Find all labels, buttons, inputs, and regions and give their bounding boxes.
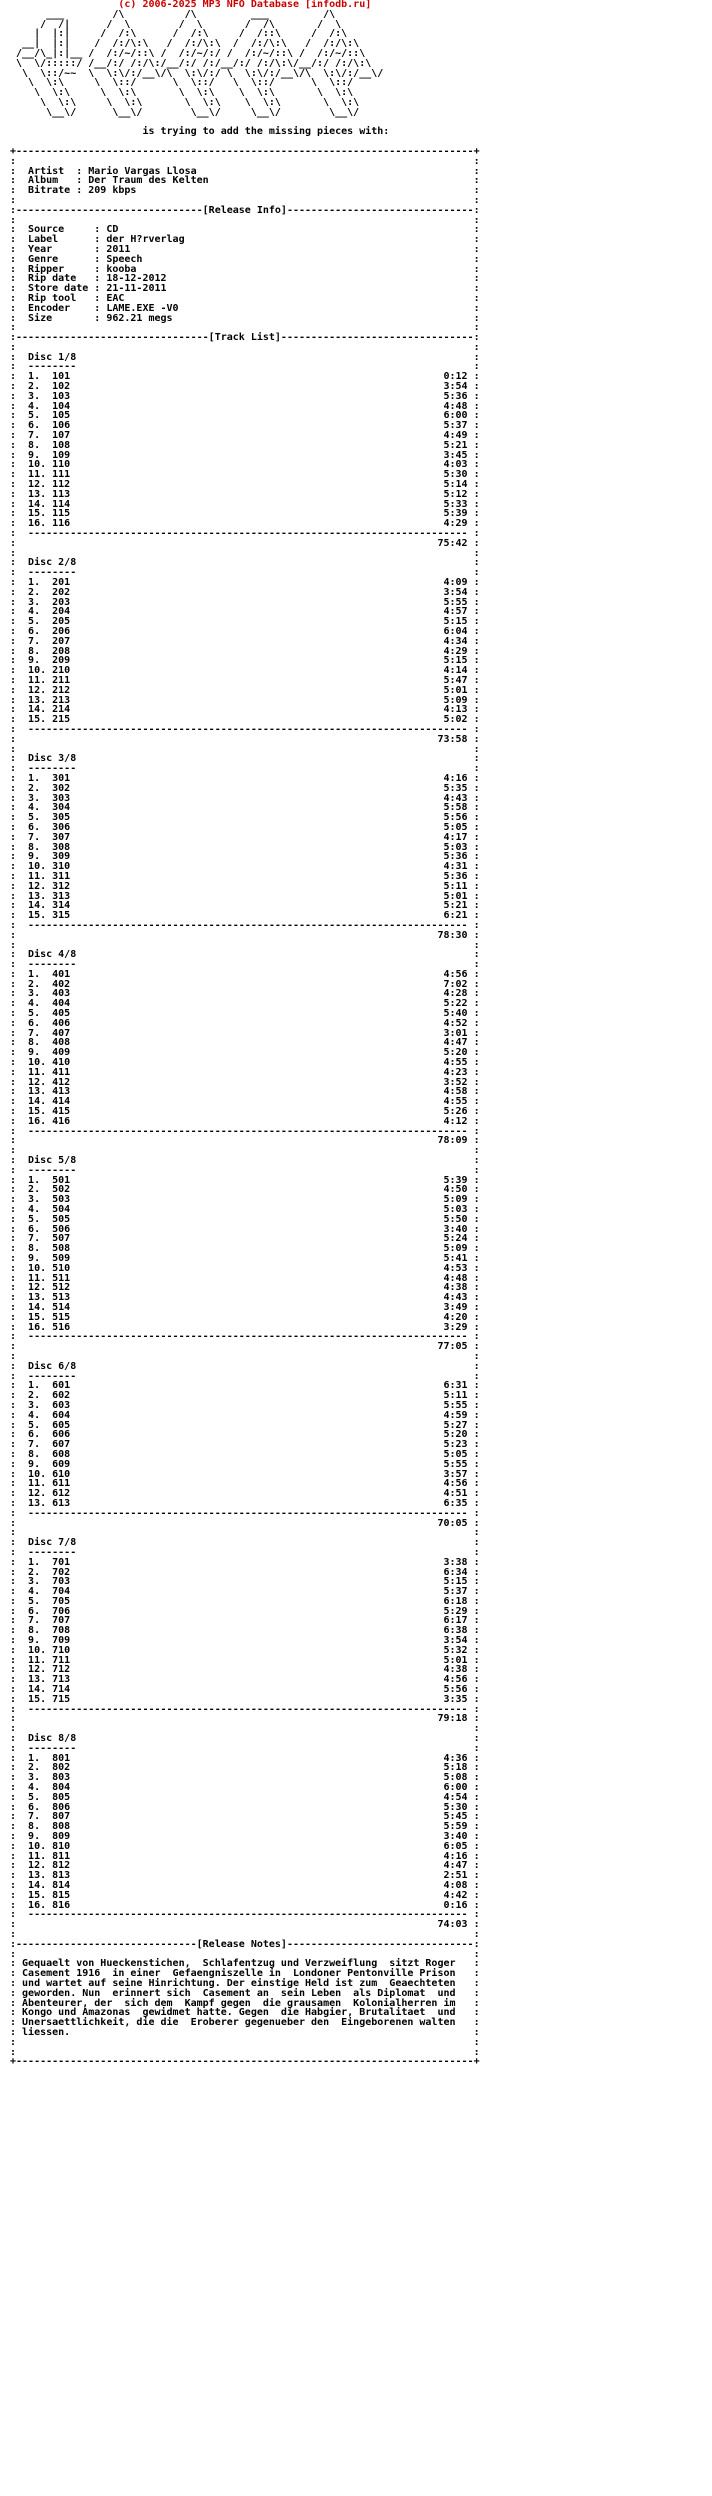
- track-row: : 4. 504 5:03 :: [10, 1204, 480, 1216]
- disc-underline: : -------- :: [10, 1742, 480, 1754]
- track-row: : 16. 516 3:29 :: [10, 1321, 480, 1333]
- track-row: : 12. 412 3:52 :: [10, 1076, 480, 1088]
- disc-total: : 77:05 :: [10, 1341, 480, 1353]
- track-row: : 8. 808 5:59 :: [10, 1821, 480, 1833]
- disc-title: : Disc 1/8 :: [10, 351, 480, 363]
- track-row: : 15. 115 5:39 :: [10, 508, 480, 520]
- track-row: : 5. 505 5:50 :: [10, 1213, 480, 1225]
- nfo-line: : :: [10, 1723, 480, 1735]
- ascii-logo-line: | |:| / /:\ / /:\ / /::\ / /:\: [10, 28, 348, 40]
- disc-title: : Disc 3/8 :: [10, 753, 480, 765]
- disc-underline: : -------- :: [10, 959, 480, 971]
- track-row: : 3. 703 5:15 :: [10, 1576, 480, 1588]
- track-row: : 7. 407 3:01 :: [10, 1027, 480, 1039]
- track-row: : 15. 515 4:20 :: [10, 1311, 480, 1323]
- track-row: : 4. 204 4:57 :: [10, 606, 480, 618]
- track-row: : 14. 714 5:56 :: [10, 1684, 480, 1696]
- track-row: : 4. 104 4:48 :: [10, 400, 480, 412]
- nfo-line: : :: [10, 194, 480, 206]
- ascii-logo-line: ___ /\ /\ ___ /\: [10, 8, 336, 20]
- release-notes-line: : Abenteurer, der sich dem Kampf gegen die grausamen Kolonialherren im :: [10, 1997, 480, 2009]
- disc-total-separator: : ------------------------------------------------------------------------- :: [10, 919, 480, 931]
- disc-total: : 75:42 :: [10, 537, 480, 549]
- disc-total: : 74:03 :: [10, 1919, 480, 1931]
- disc-underline: : -------- :: [10, 1164, 480, 1176]
- track-row: : 2. 702 6:34 :: [10, 1566, 480, 1578]
- track-row: : 2. 402 7:02 :: [10, 978, 480, 990]
- track-row: : 12. 312 5:11 :: [10, 880, 480, 892]
- track-row: : 15. 215 5:02 :: [10, 714, 480, 726]
- track-row: : 2. 202 3:54 :: [10, 586, 480, 598]
- top-border: +----------------------------------------------------------------------------+: [10, 145, 480, 157]
- release-info-line: : Label : der H?rverlag :: [10, 234, 480, 246]
- track-row: : 9. 609 5:55 :: [10, 1458, 480, 1470]
- track-row: : 9. 809 3:40 :: [10, 1831, 480, 1843]
- track-row: : 10. 410 4:55 :: [10, 1057, 480, 1069]
- disc-total-separator: : ------------------------------------------------------------------------- :: [10, 528, 480, 540]
- disc-total: : 79:18 :: [10, 1713, 480, 1725]
- disc-total: : 78:09 :: [10, 1135, 480, 1147]
- track-row: : 15. 815 4:42 :: [10, 1889, 480, 1901]
- track-row: : 6. 606 5:20 :: [10, 1429, 480, 1441]
- track-row: : 7. 807 5:45 :: [10, 1811, 480, 1823]
- release-info-line: : Year : 2011 :: [10, 243, 480, 255]
- track-row: : 9. 109 3:45 :: [10, 449, 480, 461]
- track-row: : 13. 613 6:35 :: [10, 1497, 480, 1509]
- track-row: : 10. 310 4:31 :: [10, 861, 480, 873]
- track-row: : 4. 704 5:37 :: [10, 1586, 480, 1598]
- ascii-logo-line: __| |:| / /:/\:\ / /:/\:\ / /:/\:\ / /:/\:\: [10, 38, 360, 50]
- track-row: : 6. 406 4:52 :: [10, 1017, 480, 1029]
- track-row: : 2. 602 5:11 :: [10, 1390, 480, 1402]
- track-row: : 7. 507 5:24 :: [10, 1233, 480, 1245]
- track-row: : 14. 414 4:55 :: [10, 1096, 480, 1108]
- disc-underline: : -------- :: [10, 567, 480, 579]
- track-row: : 13. 413 4:58 :: [10, 1086, 480, 1098]
- track-row: : 8. 508 5:09 :: [10, 1243, 480, 1255]
- ascii-logo-line: \ \/:::::/ /__/:/ /:/\:/__/:/ /:/__/:/ /:/\:\/__/:/ /:/\:\: [10, 57, 372, 69]
- nfo-line: : :: [10, 1145, 480, 1157]
- disc-total-separator: : ------------------------------------------------------------------------- :: [10, 1909, 480, 1921]
- disc-total-separator: : ------------------------------------------------------------------------- :: [10, 1331, 480, 1343]
- track-row: : 11. 211 5:47 :: [10, 674, 480, 686]
- track-row: : 1. 201 4:09 :: [10, 577, 480, 589]
- nfo-line: : :: [10, 155, 480, 167]
- track-row: : 5. 605 5:27 :: [10, 1419, 480, 1431]
- track-row: : 5. 305 5:56 :: [10, 812, 480, 824]
- track-row: : 8. 108 5:21 :: [10, 439, 480, 451]
- track-row: : 13. 313 5:01 :: [10, 890, 480, 902]
- track-row: : 8. 608 5:05 :: [10, 1448, 480, 1460]
- nfo-line: : :: [10, 1350, 480, 1362]
- track-row: : 1. 401 4:56 :: [10, 968, 480, 980]
- track-row: : 12. 212 5:01 :: [10, 684, 480, 696]
- release-info-line: : Source : CD :: [10, 224, 480, 236]
- release-notes-line: : Unersaettlichkeit, die die Eroberer gegenueber den Eingeborenen walten :: [10, 2017, 480, 2029]
- tagline: is trying to add the missing pieces with:: [10, 126, 390, 138]
- track-row: : 4. 304 5:58 :: [10, 802, 480, 814]
- artist-line: : Artist : Mario Vargas Llosa :: [10, 165, 480, 177]
- track-row: : 3. 103 5:36 :: [10, 390, 480, 402]
- track-row: : 5. 105 6:00 :: [10, 410, 480, 422]
- track-row: : 3. 403 4:28 :: [10, 988, 480, 1000]
- track-row: : 8. 208 4:29 :: [10, 645, 480, 657]
- track-row: : 7. 307 4:17 :: [10, 831, 480, 843]
- nfo-line: : :: [10, 341, 480, 353]
- disc-underline: : -------- :: [10, 361, 480, 373]
- track-row: : 8. 408 4:47 :: [10, 1037, 480, 1049]
- section-header: :-------------------------------[Release Info]-------------------------------:: [10, 204, 480, 216]
- disc-total: : 70:05 :: [10, 1517, 480, 1529]
- ascii-logo-line: \__\/ \__\/ \__\/ \__\/ \__\/: [10, 106, 360, 118]
- track-row: : 16. 816 0:16 :: [10, 1899, 480, 1911]
- track-row: : 1. 801 4:36 :: [10, 1752, 480, 1764]
- track-row: : 1. 601 6:31 :: [10, 1380, 480, 1392]
- bitrate-line: : Bitrate : 209 kbps :: [10, 185, 480, 197]
- nfo-line: : :: [10, 1948, 480, 1960]
- track-row: : 11. 511 4:48 :: [10, 1272, 480, 1284]
- track-row: : 14. 114 5:33 :: [10, 498, 480, 510]
- track-row: : 16. 416 4:12 :: [10, 1115, 480, 1127]
- disc-title: : Disc 7/8 :: [10, 1537, 480, 1549]
- track-row: : 2. 302 5:35 :: [10, 782, 480, 794]
- section-header: :------------------------------[Release Notes]-------------------------------:: [10, 1938, 480, 1950]
- disc-underline: : -------- :: [10, 1370, 480, 1382]
- track-row: : 7. 207 4:34 :: [10, 635, 480, 647]
- disc-total: : 73:58 :: [10, 733, 480, 745]
- album-line: : Album : Der Traum des Kelten :: [10, 175, 480, 187]
- release-info-line: : Encoder : LAME.EXE -V0 :: [10, 302, 480, 314]
- track-row: : 10. 810 6:05 :: [10, 1840, 480, 1852]
- track-row: : 6. 106 5:37 :: [10, 420, 480, 432]
- track-row: : 12. 712 4:38 :: [10, 1664, 480, 1676]
- track-row: : 4. 804 6:00 :: [10, 1782, 480, 1794]
- track-row: : 12. 812 4:47 :: [10, 1860, 480, 1872]
- track-row: : 15. 715 3:35 :: [10, 1693, 480, 1705]
- release-notes-line: : Casement 1916 in einer Gefaengniszelle in Londoner Pentonville Prison :: [10, 1968, 480, 1980]
- track-row: : 12. 612 4:51 :: [10, 1488, 480, 1500]
- track-row: : 13. 713 4:56 :: [10, 1674, 480, 1686]
- nfo-line: : :: [10, 547, 480, 559]
- track-row: : 5. 705 6:18 :: [10, 1595, 480, 1607]
- track-row: : 16. 116 4:29 :: [10, 518, 480, 530]
- ascii-logo-line: \ \::/~~ \ \:\/:/__\/\ \:\/:/ \ \:\/:/__\/\ \:\/:/__\/: [10, 67, 384, 79]
- track-row: : 3. 203 5:55 :: [10, 596, 480, 608]
- track-row: : 11. 311 5:36 :: [10, 870, 480, 882]
- track-row: : 2. 802 5:18 :: [10, 1762, 480, 1774]
- disc-underline: : -------- :: [10, 763, 480, 775]
- track-row: : 1. 701 3:38 :: [10, 1556, 480, 1568]
- track-row: : 9. 509 5:41 :: [10, 1253, 480, 1264]
- nfo-line: : :: [10, 939, 480, 951]
- track-row: : 7. 607 5:23 :: [10, 1439, 480, 1451]
- track-row: : 2. 502 4:50 :: [10, 1184, 480, 1196]
- disc-total-separator: : ------------------------------------------------------------------------- :: [10, 1125, 480, 1137]
- nfo-line: : :: [10, 2036, 480, 2048]
- track-row: : 14. 514 3:49 :: [10, 1301, 480, 1313]
- track-row: : 6. 206 6:04 :: [10, 626, 480, 637]
- nfo-line: : :: [10, 1928, 480, 1940]
- track-row: : 4. 404 5:22 :: [10, 998, 480, 1010]
- ascii-logo-line: \ \:\ \ \:\ \ \:\ \ \:\ \ \:\: [10, 96, 360, 108]
- track-row: : 10. 510 4:53 :: [10, 1262, 480, 1274]
- track-row: : 12. 112 5:14 :: [10, 479, 480, 491]
- track-row: : 11. 811 4:16 :: [10, 1850, 480, 1862]
- nfo-line: : :: [10, 1527, 480, 1539]
- track-row: : 3. 603 5:55 :: [10, 1399, 480, 1411]
- ascii-logo-line: / /| / \ / \ / /\ / \: [10, 18, 342, 30]
- nfo-line: : :: [10, 2046, 480, 2058]
- track-row: : 14. 314 5:21 :: [10, 900, 480, 912]
- track-row: : 1. 301 4:16 :: [10, 772, 480, 784]
- disc-underline: : -------- :: [10, 1546, 480, 1558]
- track-row: : 15. 415 5:26 :: [10, 1106, 480, 1118]
- release-notes-line: : liessen. :: [10, 2026, 480, 2038]
- track-row: : 11. 411 4:23 :: [10, 1066, 480, 1078]
- disc-title: : Disc 4/8 :: [10, 949, 480, 961]
- track-row: : 5. 205 5:15 :: [10, 616, 480, 628]
- section-header: :--------------------------------[Track List]--------------------------------:: [10, 332, 480, 344]
- track-row: : 10. 210 4:14 :: [10, 665, 480, 677]
- disc-total-separator: : ------------------------------------------------------------------------- :: [10, 1507, 480, 1519]
- track-row: : 2. 102 3:54 :: [10, 381, 480, 393]
- nfo-line: : :: [10, 214, 480, 226]
- track-row: : 6. 706 5:29 :: [10, 1605, 480, 1617]
- disc-total: : 78:30 :: [10, 929, 480, 941]
- release-info-line: : Size : 962.21 megs :: [10, 312, 480, 324]
- release-notes-line: : und wartet auf seine Hinrichtung. Der einstige Held ist zum Geaechteten :: [10, 1977, 480, 1989]
- disc-title: : Disc 2/8 :: [10, 557, 480, 569]
- nfo-line: : :: [10, 743, 480, 755]
- disc-total-separator: : ------------------------------------------------------------------------- :: [10, 723, 480, 735]
- track-row: : 13. 213 5:09 :: [10, 694, 480, 706]
- track-row: : 5. 805 4:54 :: [10, 1791, 480, 1803]
- disc-title: : Disc 6/8 :: [10, 1360, 480, 1372]
- release-notes-line: : Kongo und Amazonas gewidmet hatte. Gegen die Habgier, Brutalitaet und :: [10, 2007, 480, 2019]
- release-info-line: : Rip tool : EAC :: [10, 292, 480, 304]
- track-row: : 12. 512 4:38 :: [10, 1282, 480, 1294]
- track-row: : 13. 813 2:51 :: [10, 1870, 480, 1882]
- track-row: : 9. 209 5:15 :: [10, 655, 480, 667]
- track-row: : 15. 315 6:21 :: [10, 910, 480, 922]
- track-row: : 9. 409 5:20 :: [10, 1047, 480, 1059]
- bottom-border: +----------------------------------------------------------------------------+: [10, 2056, 480, 2068]
- release-info-line: : Rip date : 18-12-2012 :: [10, 273, 480, 285]
- track-row: : 7. 107 4:49 :: [10, 430, 480, 442]
- track-row: : 14. 214 4:13 :: [10, 704, 480, 716]
- ascii-logo-line: \ \:\ \ \::/ \ \::/ \ \::/ \ \::/: [10, 77, 354, 89]
- track-row: : 8. 708 6:38 :: [10, 1625, 480, 1637]
- track-row: : 3. 303 4:43 :: [10, 792, 480, 804]
- track-row: : 8. 308 5:03 :: [10, 841, 480, 853]
- ascii-logo-line: \ \:\ \ \:\ \ \:\ \ \:\ \ \:\: [10, 87, 354, 99]
- track-row: : 10. 110 4:03 :: [10, 459, 480, 471]
- track-row: : 10. 610 3:57 :: [10, 1468, 480, 1480]
- disc-total-separator: : ------------------------------------------------------------------------- :: [10, 1703, 480, 1715]
- release-info-line: : Ripper : kooba :: [10, 263, 480, 275]
- track-row: : 6. 806 5:30 :: [10, 1801, 480, 1813]
- track-row: : 6. 306 5:05 :: [10, 821, 480, 833]
- database-header: (c) 2006-2025 MP3 NFO Database [infodb.ru]: [10, 0, 372, 10]
- track-row: : 6. 506 3:40 :: [10, 1223, 480, 1235]
- release-notes-line: : geworden. Nun erinnert sich Casement an sein Leben als Diplomat und :: [10, 1987, 480, 1999]
- track-row: : 13. 513 4:43 :: [10, 1292, 480, 1304]
- ascii-logo-line: /__/\_|:|__ / /:/~/::\ / /:/~/:/ / /:/~/::\ / /:/~/::\: [10, 47, 366, 59]
- track-row: : 13. 113 5:12 :: [10, 488, 480, 500]
- track-row: : 11. 711 5:01 :: [10, 1654, 480, 1666]
- nfo-line: : :: [10, 322, 480, 334]
- track-row: : 11. 611 4:56 :: [10, 1478, 480, 1490]
- release-info-line: : Store date : 21-11-2011 :: [10, 283, 480, 295]
- disc-title: : Disc 5/8 :: [10, 1155, 480, 1167]
- release-info-line: : Genre : Speech :: [10, 253, 480, 265]
- track-row: : 4. 604 4:59 :: [10, 1409, 480, 1421]
- track-row: : 14. 814 4:08 :: [10, 1880, 480, 1891]
- release-notes-line: : Gequaelt von Hueckenstichen, Schlafentzug und Verzweiflung sitzt Roger :: [10, 1958, 480, 1970]
- track-row: : 7. 707 6:17 :: [10, 1615, 480, 1627]
- track-row: : 9. 709 3:54 :: [10, 1635, 480, 1647]
- track-row: : 5. 405 5:40 :: [10, 1008, 480, 1020]
- track-row: : 10. 710 5:32 :: [10, 1644, 480, 1656]
- track-row: : 9. 309 5:36 :: [10, 851, 480, 863]
- track-row: : 1. 101 0:12 :: [10, 371, 480, 383]
- track-row: : 3. 503 5:09 :: [10, 1194, 480, 1206]
- track-row: : 11. 111 5:30 :: [10, 469, 480, 481]
- disc-title: : Disc 8/8 :: [10, 1733, 480, 1745]
- track-row: : 1. 501 5:39 :: [10, 1174, 480, 1186]
- track-row: : 3. 803 5:08 :: [10, 1772, 480, 1784]
